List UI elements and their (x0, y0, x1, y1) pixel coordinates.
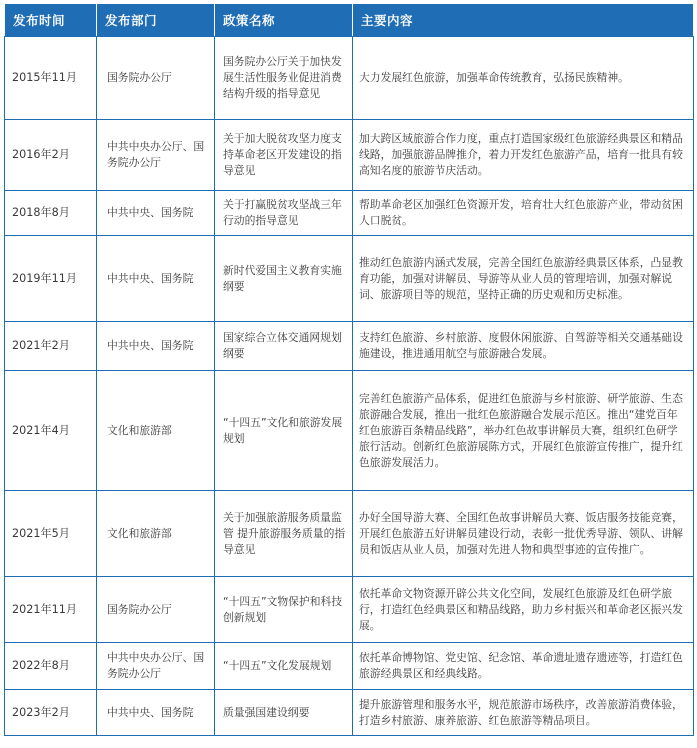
cell-dept: 国务院办公厅 (97, 37, 215, 120)
cell-content: 完善红色旅游产品体系，促进红色旅游与乡村旅游、研学旅游、生态旅游融合发展，推出一批红色旅游融合发展示范区。推出“建党百年红色旅游百条精品线路”，举办红色故事讲解员大赛，组织红色研学旅行活动。创新红色旅游展陈方式，开展红色旅游宣传推广，提升红色旅游发展活力。 (353, 371, 694, 491)
table-row (5, 371, 694, 491)
cell-dept: 中共中央、国务院 (97, 191, 215, 236)
table-row (5, 191, 694, 236)
cell-content: 大力发展红色旅游，加强革命传统教育，弘扬民族精神。 (353, 37, 694, 120)
cell-content: 加大跨区域旅游合作力度，重点打造国家级红色旅游经典景区和精品线路，加强旅游品牌推介，着力开发红色旅游产品，培育一批具有较高知名度的旅游节庆活动。 (353, 120, 694, 191)
table-row (5, 690, 694, 736)
cell-date: 2021年11月 (5, 577, 97, 643)
cell-dept: 文化和旅游部 (97, 491, 215, 577)
table-row (5, 322, 694, 371)
cell-date: 2023年2月 (5, 690, 97, 736)
cell-policy-name: 质量强国建设纲要 (215, 690, 353, 736)
cell-date: 2021年4月 (5, 371, 97, 491)
cell-dept: 国务院办公厅 (97, 577, 215, 643)
cell-policy-name: “十四五”文化和旅游发展规划 (215, 371, 353, 491)
cell-date: 2021年2月 (5, 322, 97, 371)
cell-content: 推动红色旅游内涵式发展，完善全国红色旅游经典景区体系，凸显教育功能，加强对讲解员、导游等从业人员的管理培训，加强对解说词、旅游项目等的规范，坚持正确的历史观和历史标准。 (353, 236, 694, 322)
cell-dept: 中共中央、国务院 (97, 690, 215, 736)
cell-dept: 中共中央、国务院 (97, 322, 215, 371)
header-content: 主要内容 (353, 4, 694, 37)
table-row (5, 491, 694, 577)
header-date: 发布时间 (5, 4, 97, 37)
cell-policy-name: 国务院办公厅关于加快发展生活性服务业促进消费结构升级的指导意见 (215, 37, 353, 120)
cell-date: 2018年8月 (5, 191, 97, 236)
cell-content: 依托革命文物资源开辟公共文化空间，发展红色旅游及红色研学旅行，打造红色经典景区和精品线路，助力乡村振兴和革命老区振兴发展。 (353, 577, 694, 643)
cell-policy-name: 关于打赢脱贫攻坚战三年行动的指导意见 (215, 191, 353, 236)
cell-date: 2016年2月 (5, 120, 97, 191)
header-row (5, 4, 694, 37)
cell-policy-name: 关于加大脱贫攻坚力度支持革命老区开发建设的指导意见 (215, 120, 353, 191)
cell-content: 办好全国导游大赛、全国红色故事讲解员大赛、饭店服务技能竞赛，开展红色旅游五好讲解员建设行动，表彰一批优秀导游、领队、讲解员和饭店从业人员，加强对先进人物和典型事迹的宣传推广。 (353, 491, 694, 577)
cell-policy-name: 关于加强旅游服务质量监管 提升旅游服务质量的指导意见 (215, 491, 353, 577)
header-name: 政策名称 (215, 4, 353, 37)
cell-content: 依托革命博物馆、党史馆、纪念馆、革命遗址遗存遗迹等，打造红色旅游经典景区和经典线路。 (353, 643, 694, 690)
cell-policy-name: “十四五”文物保护和科技创新规划 (215, 577, 353, 643)
cell-content: 帮助革命老区加强红色资源开发，培育壮大红色旅游产业，带动贫困人口脱贫。 (353, 191, 694, 236)
cell-content: 提升旅游管理和服务水平，规范旅游市场秩序，改善旅游消费体验，打造乡村旅游、康养旅游、红色旅游等精品项目。 (353, 690, 694, 736)
table-row (5, 643, 694, 690)
cell-policy-name: 新时代爱国主义教育实施纲要 (215, 236, 353, 322)
cell-dept: 中共中央办公厅、国务院办公厅 (97, 643, 215, 690)
policy-table (4, 3, 694, 736)
cell-dept: 中共中央办公厅、国务院办公厅 (97, 120, 215, 191)
cell-date: 2022年8月 (5, 643, 97, 690)
cell-content: 支持红色旅游、乡村旅游、度假休闲旅游、自驾游等相关交通基础设施建设，推进通用航空与旅游融合发展。 (353, 322, 694, 371)
cell-dept: 文化和旅游部 (97, 371, 215, 491)
table-row (5, 236, 694, 322)
cell-date: 2015年11月 (5, 37, 97, 120)
cell-date: 2021年5月 (5, 491, 97, 577)
table-row (5, 120, 694, 191)
cell-date: 2019年11月 (5, 236, 97, 322)
cell-policy-name: 国家综合立体交通网规划纲要 (215, 322, 353, 371)
header-dept: 发布部门 (97, 4, 215, 37)
cell-policy-name: “十四五”文化发展规划 (215, 643, 353, 690)
cell-dept: 中共中央、国务院 (97, 236, 215, 322)
table-row (5, 37, 694, 120)
table-row (5, 577, 694, 643)
